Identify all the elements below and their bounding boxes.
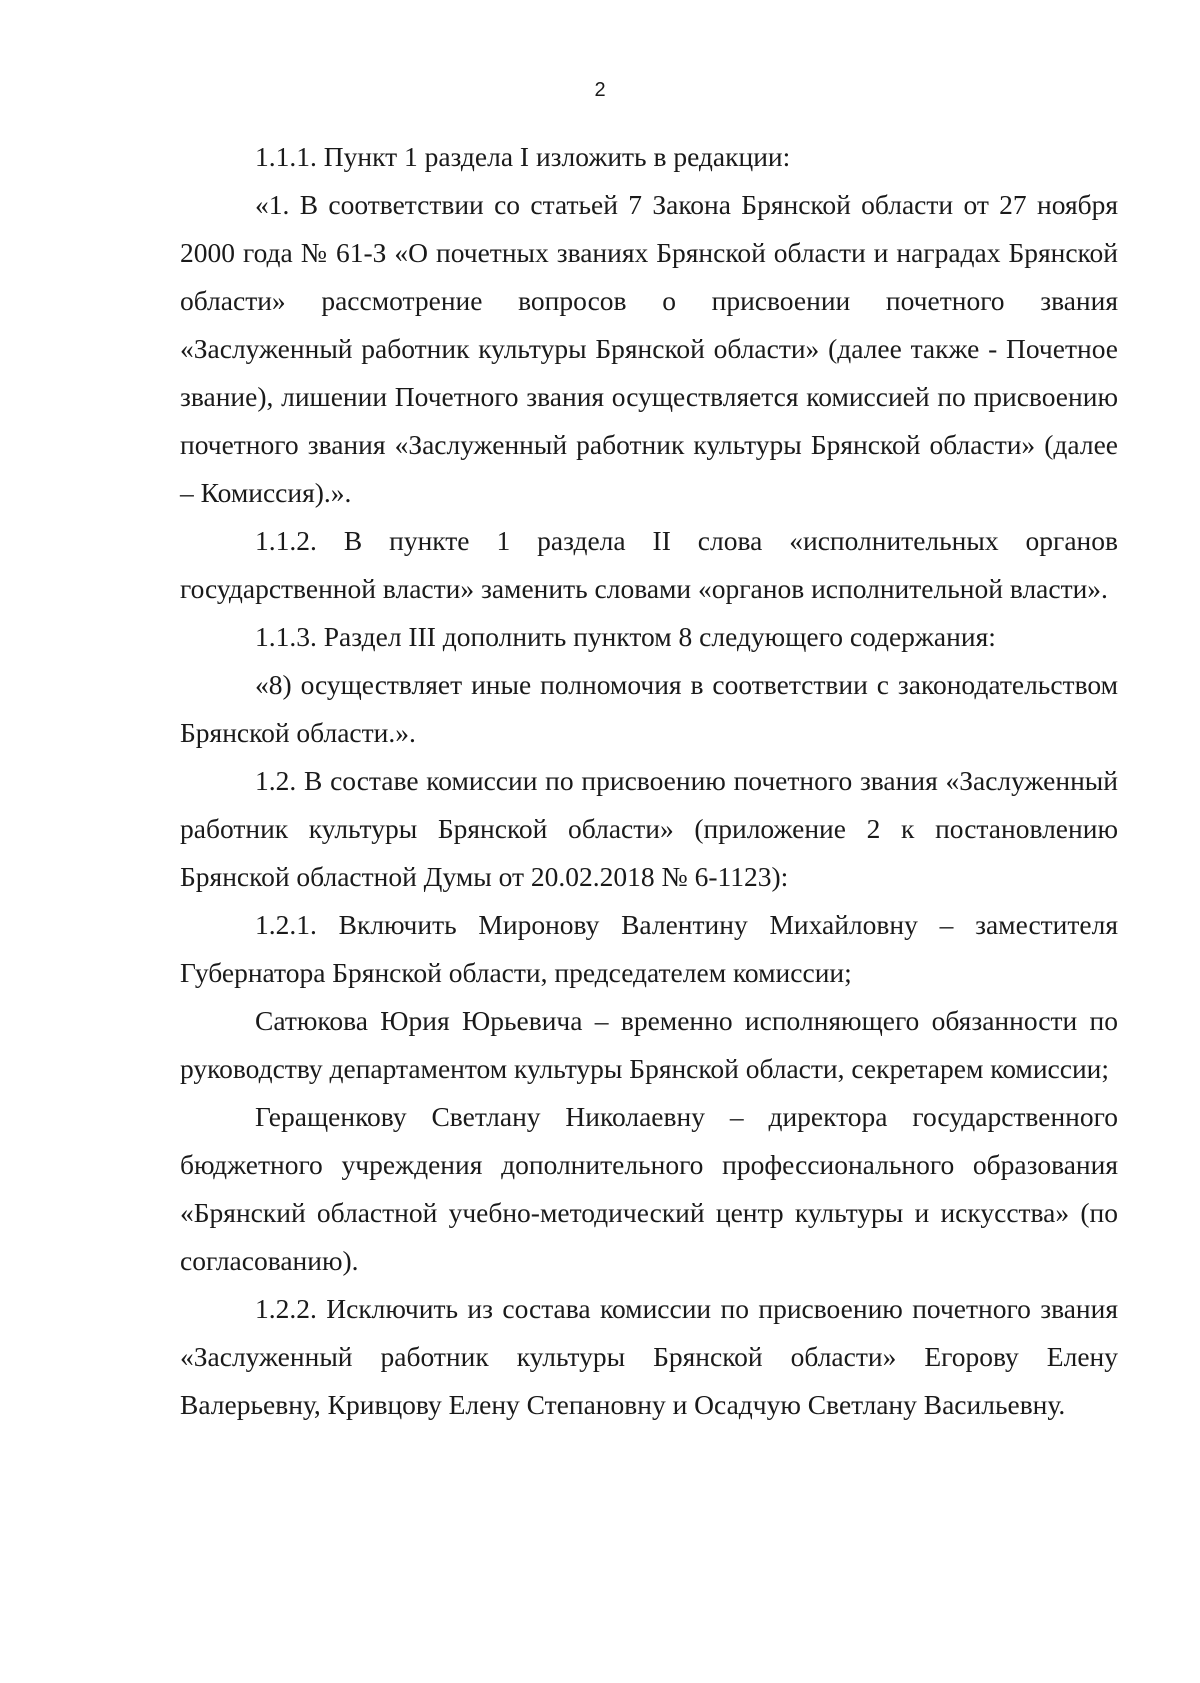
paragraph-gerashchenkova: Геращенкову Светлану Николаевну – директора государственного бюджетного учреждения дополнительного профессионального образования «Брянский областной учебно-методический центр культуры и искусства» (по согласованию). <box>180 1101 1118 1276</box>
paragraph-1-1-3: 1.1.3. Раздел III дополнить пунктом 8 следующего содержания: <box>255 621 996 652</box>
page-number: 2 <box>594 79 606 101</box>
paragraph-1-1-1: 1.1.1. Пункт 1 раздела I изложить в редакции: <box>255 141 791 172</box>
paragraph-quote-8: «8) осуществляет иные полномочия в соответствии с законодательством Брянской области.». <box>180 669 1118 748</box>
paragraph-1-1-2: 1.1.2. В пункте 1 раздела II слова «исполнительных органов государственной власти» заменить словами «органов исполнительной власти». <box>180 525 1118 604</box>
paragraph-quote-1: «1. В соответствии со статьей 7 Закона Брянской области от 27 ноября 2000 года № 61-З «О почетных званиях Брянской области и наградах Брянской области» рассмотрение вопросов о присвоении почетного звания «Заслуженный работник культуры Брянской области» (далее также - Почетное звание), лишении Почетного звания осуществляется комиссией по присвоению почетного звания «Заслуженный работник культуры Брянской области» (далее – Комиссия).». <box>180 189 1118 508</box>
paragraph-1-2-1: 1.2.1. Включить Миронову Валентину Михайловну – заместителя Губернатора Брянской области, председателем комиссии; <box>180 909 1118 988</box>
document-body <box>180 133 1118 1429</box>
paragraph-satyukov: Сатюкова Юрия Юрьевича – временно исполняющего обязанности по руководству департаментом культуры Брянской области, секретарем комиссии; <box>180 1005 1118 1084</box>
paragraph-1-2: 1.2. В составе комиссии по присвоению почетного звания «Заслуженный работник культуры Брянской области» (приложение 2 к постановлению Брянской областной Думы от 20.02.2018 № 6-1123): <box>180 765 1118 892</box>
paragraph-1-2-2: 1.2.2. Исключить из состава комиссии по присвоению почетного звания «Заслуженный работник культуры Брянской области» Егорову Елену Валерьевну, Кривцову Елену Степановну и Осадчую Светлану Васильевну. <box>180 1293 1118 1420</box>
